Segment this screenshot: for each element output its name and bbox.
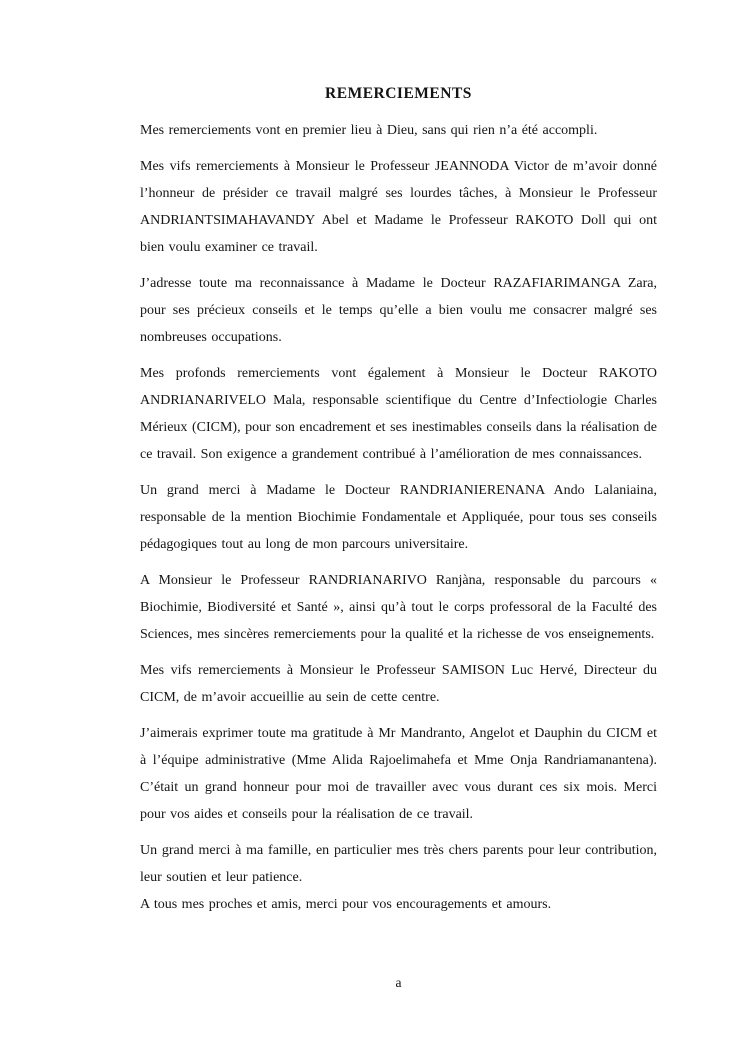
paragraph: Mes profonds remerciements vont également à Monsieur le Docteur RAKOTO ANDRIANARIVELO Mala, responsable scientifique du Centre d’Infectiologie Charles Mérieux (CICM), pour son encadrement et ses inestimables conseils dans la réalisation de ce travail. Son exigence a grandement contribué à l’amélioration de mes connaissances. — [140, 366, 657, 462]
paragraph: A Monsieur le Professeur RANDRIANARIVO Ranjàna, responsable du parcours « Biochimie, Biodiversité et Santé », ainsi qu’à tout le corps professoral de la Faculté des Sciences, mes sincères remerciements pour la qualité et la richesse de vos enseignements. — [140, 573, 657, 642]
paragraph: Mes vifs remerciements à Monsieur le Professeur SAMISON Luc Hervé, Directeur du CICM, de m’avoir accueillie au sein de cette centre. — [140, 663, 657, 705]
paragraph: J’adresse toute ma reconnaissance à Madame le Docteur RAZAFIARIMANGA Zara, pour ses précieux conseils et le temps qu’elle a bien voulu me consacrer malgré ses nombreuses occupations. — [140, 276, 657, 345]
page-content — [140, 0, 657, 918]
paragraph: J’aimerais exprimer toute ma gratitude à Mr Mandranto, Angelot et Dauphin du CICM et à l’équipe administrative (Mme Alida Rajoelimahefa et Mme Onja Randriamanantena). C’était un grand honneur pour moi de travailler avec vous durant ces six mois. Merci pour vos aides et conseils pour la réalisation de ce travail. — [140, 726, 657, 822]
paragraph: A tous mes proches et amis, merci pour vos encouragements et amours. — [140, 897, 552, 912]
paragraph: Un grand merci à ma famille, en particulier mes très chers parents pour leur contribution, leur soutien et leur patience. — [140, 843, 657, 885]
paragraph: Mes vifs remerciements à Monsieur le Professeur JEANNODA Victor de m’avoir donné l’honneur de présider ce travail malgré ses lourdes tâches, à Monsieur le Professeur ANDRIANTSIMAHAVANDY Abel et Madame le Professeur RAKOTO Doll qui ont bien voulu examiner ce travail. — [140, 159, 657, 255]
paragraph: Un grand merci à Madame le Docteur RANDRIANIERENANA Ando Lalaniaina, responsable de la mention Biochimie Fondamentale et Appliquée, pour tous ses conseils pédagogiques tout au long de mon parcours universitaire. — [140, 483, 657, 552]
page-number: a — [395, 975, 402, 990]
paragraph: Mes remerciements vont en premier lieu à Dieu, sans qui rien n’a été accompli. — [140, 123, 598, 138]
page-title: REMERCIEMENTS — [325, 85, 472, 102]
